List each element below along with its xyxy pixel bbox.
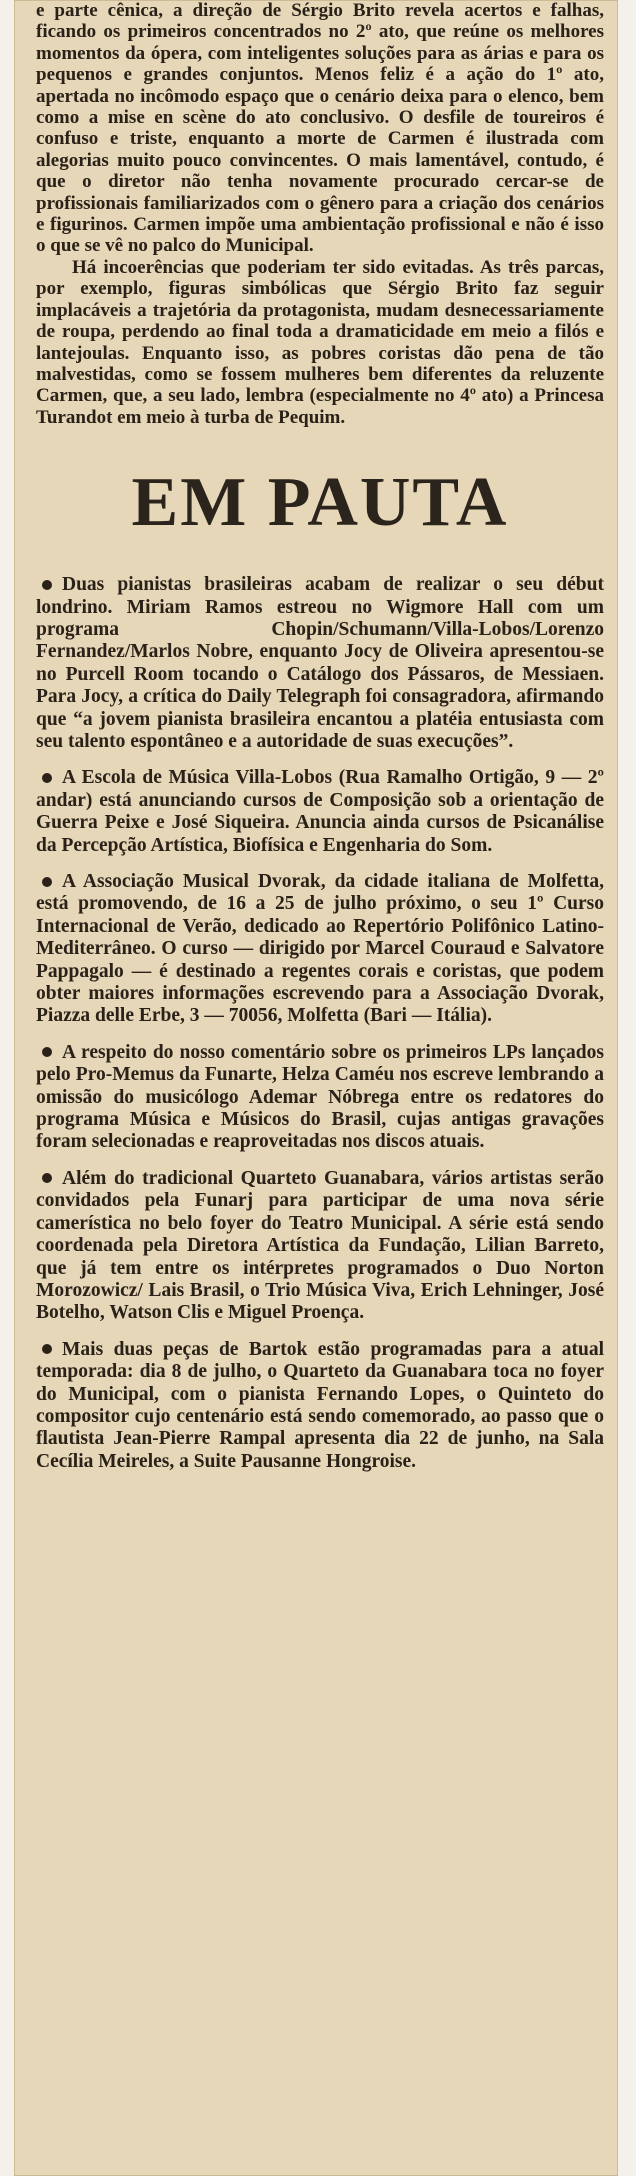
news-item-text: A Associação Musical Dvorak, da cidade italiana de Molfetta, está promovendo, de 16 a 25 de julho próximo, o seu 1º Curso Internacional de Verão, dedicado ao Repertório Polifônico Latino-Mediterrâneo. O curso — dirigido por Marcel Couraud e Salvatore Pappagalo — é destinado a regentes corais e coristas, que podem obter maiores informações escrevendo para a Associação Dvorak, Piazza delle Erbe, 3 — 70056, Molfetta (Bari — Itália). bbox=[36, 871, 604, 1027]
bullet-icon bbox=[42, 580, 52, 590]
news-item-text: Mais duas peças de Bartok estão programadas para a atual temporada: dia 8 de julho, o Quarteto da Guanabara toca no foyer do Municipal, com o pianista Fernando Lopes, o Quinteto do compositor cujo centenário está sendo comemorado, ao passo que o flautista Jean-Pierre Rampal apresenta dia 22 de junho, na Sala Cecília Meireles, a Suite Pausanne Hongroise. bbox=[36, 1338, 604, 1472]
news-item bbox=[36, 574, 604, 753]
news-item-text: Além do tradicional Quarteto Guanabara, vários artistas serão convidados pela Funarj para participar de uma nova série camerística no belo foyer do Teatro Municipal. A série está sendo coordenada pela Diretora Artística da Fundação, Lilian Barreto, que já tem entre os intérpretes programados o Duo Norton Morozowicz/ Lais Brasil, o Trio Música Viva, Erich Lehninger, José Botelho, Watson Clis e Miguel Proença. bbox=[36, 1167, 604, 1324]
bullet-icon bbox=[42, 1344, 52, 1354]
bullet-icon bbox=[42, 1173, 52, 1183]
article-body bbox=[36, 0, 604, 1487]
bullet-icon bbox=[42, 1047, 52, 1057]
news-item bbox=[36, 1168, 604, 1325]
bullet-icon bbox=[42, 877, 52, 887]
news-items bbox=[36, 574, 604, 1473]
news-item bbox=[36, 871, 604, 1028]
news-item-text: Duas pianistas brasileiras acabam de realizar o seu début londrino. Miriam Ramos estreou no Wigmore Hall com um programa Chopin/Schumann/Villa-Lobos/Lorenzo Fernandez/Marlos Nobre, enquanto Jocy de Oliveira apresentou-se no Purcell Room tocando o Catálogo dos Pássaros, de Messiaen. Para Jocy, a crítica do Daily Telegraph foi consagradora, afirmando que “a jovem pianista brasileira encantou a platéia entusiasta com seu talento espontâneo e a autoridade de suas execuções”. bbox=[36, 574, 604, 752]
newspaper-clipping bbox=[14, 0, 618, 2176]
review-paragraph: e parte cênica, a direção de Sérgio Brito revela acertos e falhas, ficando os primeiros concentrados no 2º ato, que reúne os melhores momentos da ópera, com inteligentes soluções para as árias e para os pequenos e grandes conjuntos. Menos feliz é a ação do 1º ato, apertada no incômodo espaço que o cenário deixa para o elenco, bem como a mise en scène do ato conclusivo. O desfile de toureiros é confuso e triste, enquanto a morte de Carmen é ilustrada com alegorias muito pouco convincentes. O mais lamentável, contudo, é que o diretor não tenha novamente procurado cercar-se de profissionais familiarizados com o gênero para a criação dos cenários e figurinos. Carmen impõe uma ambientação profissional e não é isso o que se vê no palco do Municipal. bbox=[36, 0, 604, 257]
opera-review-column bbox=[36, 0, 604, 428]
news-item bbox=[36, 1339, 604, 1473]
news-item bbox=[36, 1042, 604, 1154]
news-item-text: A Escola de Música Villa-Lobos (Rua Ramalho Ortigão, 9 — 2º andar) está anunciando cursos de Composição sob a orientação de Guerra Peixe e José Siqueira. Anuncia ainda cursos de Psicanálise da Percepção Artística, Biofísica e Engenharia do Som. bbox=[36, 767, 604, 856]
bullet-icon bbox=[42, 773, 52, 783]
review-paragraph: Há incoerências que poderiam ter sido evitadas. As três parcas, por exemplo, figuras simbólicas que Sérgio Brito faz seguir implacáveis a trajetória da protagonista, mudam desnecessariamente de roupa, perdendo ao final toda a dramaticidade em meio a filós e lantejoulas. Enquanto isso, as pobres coristas dão pena de tão malvestidas, como se fossem mulheres bem diferentes da reluzente Carmen, que, a seu lado, lembra (especialmente no 4º ato) a Princesa Turandot em meio à turba de Pequim. bbox=[36, 256, 604, 428]
section-headline: EM PAUTA bbox=[131, 464, 509, 542]
news-item bbox=[36, 767, 604, 857]
news-item-text: A respeito do nosso comentário sobre os primeiros LPs lançados pelo Pro-Memus da Funarte, Helza Caméu nos escreve lembrando a omissão do musicólogo Ademar Nóbrega entre os redatores do programa Música e Músicos do Brasil, cujas antigas gravações foram selecionadas e reaproveitadas nos discos atuais. bbox=[36, 1041, 604, 1153]
